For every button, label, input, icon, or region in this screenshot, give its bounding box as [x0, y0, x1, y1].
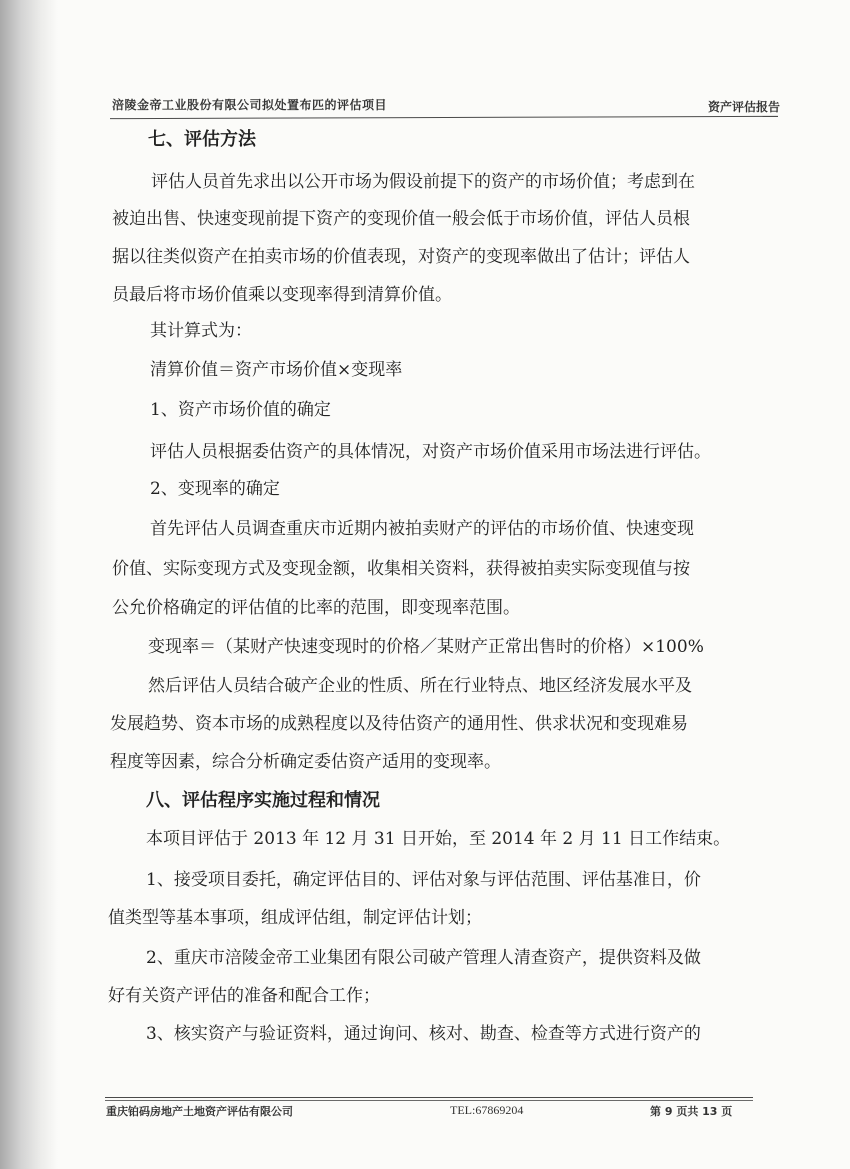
list-item-line: 2、重庆市涪陵金帝工业集团有限公司破产管理人清查资产，提供资料及做 — [146, 948, 701, 968]
paragraph-line: 公允价格确定的评估值的比率的范围，即变现率范围。 — [112, 598, 520, 618]
header-report-type: 资产评估报告 — [707, 100, 780, 114]
section-heading-evaluation-method: 七、评估方法 — [148, 129, 256, 150]
paragraph-line: 被迫出售、快速变现前提下资产的变现价值一般会低于市场价值，评估人员根 — [112, 209, 690, 229]
paragraph-line: 员最后将市场价值乘以变现率得到清算价值。 — [112, 285, 452, 305]
paragraph-line: 然后评估人员结合破产企业的性质、所在行业特点、地区经济发展水平及 — [148, 676, 692, 696]
footer-company: 重庆铂码房地产土地资产评估有限公司 — [106, 1105, 293, 1118]
section-heading-procedure: 八、评估程序实施过程和情况 — [146, 790, 380, 811]
paragraph-line: 首先评估人员调查重庆市近期内被拍卖财产的评估的市场价值、快速变现 — [150, 519, 694, 539]
paragraph-line: 价值、实际变现方式及变现金额，收集相关资料，获得被拍卖实际变现值与按 — [112, 559, 690, 579]
list-item-line: 值类型等基本事项，组成评估组，制定评估计划； — [108, 908, 482, 928]
list-item-line: 1、接受项目委托，确定评估目的、评估对象与评估范围、评估基准日，价 — [146, 870, 701, 890]
subheading-line: 2、变现率的确定 — [150, 479, 280, 499]
paragraph-line: 评估人员首先求出以公开市场为假设前提下的资产的市场价值；考虑到在 — [151, 172, 695, 192]
header-project-title: 涪陵金帝工业股份有限公司拟处置布匹的评估项目 — [112, 98, 388, 112]
footer-page-number: 第 9 页共 13 页 — [650, 1105, 733, 1118]
footer-tel: TEL:67869204 — [450, 1103, 524, 1117]
footer-rule-thin — [105, 1100, 753, 1101]
paragraph-line: 程度等因素，综合分析确定委估资产适用的变现率。 — [110, 752, 501, 772]
footer-rule — [105, 1097, 753, 1098]
formula-line: 变现率＝（某财产快速变现时的价格／某财产正常出售时的价格）×100% — [148, 637, 704, 657]
list-item-line: 好有关资产评估的准备和配合工作； — [108, 986, 380, 1006]
paragraph-line: 其计算式为： — [150, 321, 252, 341]
formula-line: 清算价值＝资产市场价值×变现率 — [150, 360, 403, 380]
subheading-line: 1、资产市场价值的确定 — [150, 400, 331, 420]
paragraph-line: 发展趋势、资本市场的成熟程度以及待估资产的通用性、供求状况和变现难易 — [110, 714, 688, 734]
list-item-line: 3、核实资产与验证资料，通过询问、核对、勘查、检查等方式进行资产的 — [146, 1024, 701, 1044]
paragraph-line: 评估人员根据委估资产的具体情况，对资产市场价值采用市场法进行评估。 — [150, 442, 711, 462]
paragraph-line: 据以往类似资产在拍卖市场的价值表现，对资产的变现率做出了估计；评估人 — [112, 247, 690, 267]
paragraph-line: 本项目评估于 2013 年 12 月 31 日开始，至 2014 年 2 月 11 日工作结束。 — [146, 829, 731, 849]
